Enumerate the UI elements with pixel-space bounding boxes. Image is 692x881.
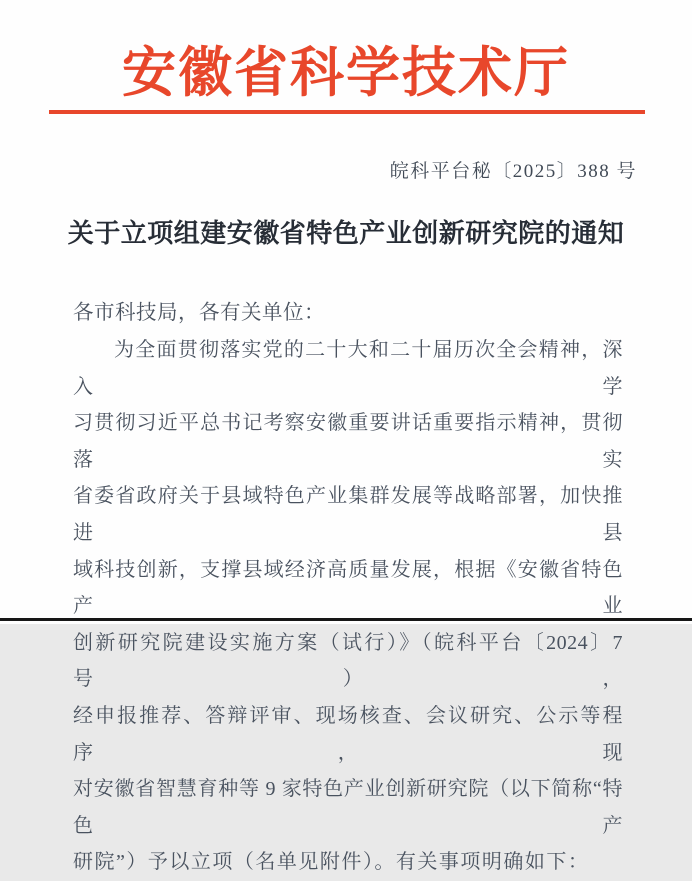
doc-number: 皖科平台秘〔2025〕388 号: [389, 161, 637, 182]
body-paragraph: [73, 332, 623, 881]
body-line: 省委省政府关于县域特色产业集群发展等战略部署，加快推进县: [73, 485, 623, 544]
body-line: 经申报推荐、答辩评审、现场核查、会议研究、公示等程序，现: [73, 704, 623, 764]
agency-header: 安徽省科学技术厅: [122, 43, 570, 103]
body-line: 研院”）予以立项（名单见附件）。有关事项明确如下：: [73, 851, 590, 874]
red-separator-line: [49, 110, 645, 114]
body-line: 为全面贯彻落实党的二十大和二十届历次全会精神，深入学: [73, 339, 623, 398]
body-line: 创新研究院建设实施方案（试行）》（皖科平台〔2024〕7 号），: [73, 631, 623, 691]
body-line: 对安徽省智慧育种等 9 家特色产业创新研究院（以下简称“特色产: [73, 778, 623, 837]
salutation: 各市科技局，各有关单位：: [73, 302, 325, 324]
document-title: 关于立项组建安徽省特色产业创新研究院的通知: [67, 219, 625, 248]
scan-bottom-edge: [0, 618, 692, 621]
body-line: 域科技创新，支撑县域经济高质量发展，根据《安徽省特色产业: [73, 558, 623, 618]
body-line: 习贯彻习近平总书记考察安徽重要讲话重要指示精神，贯彻落实: [73, 412, 623, 471]
